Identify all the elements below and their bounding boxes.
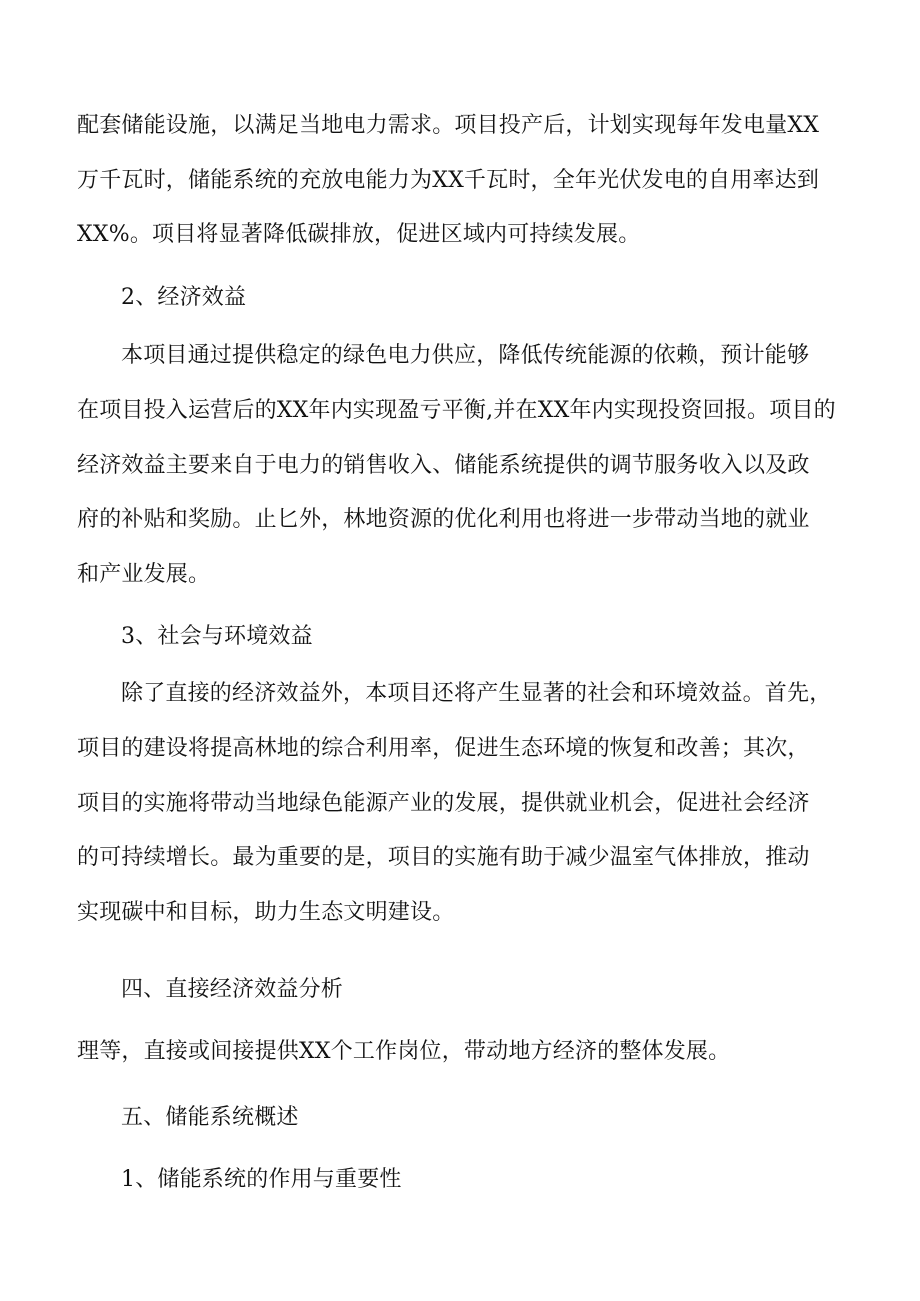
paragraph-line: 项目的实施将带动当地绿色能源产业的发展，提供就业机会，促进社会经济: [77, 791, 810, 816]
paragraph-line: 理等，直接或间接提供XX个工作岗位，带动地方经济的整体发展。: [77, 1039, 731, 1064]
paragraph-line: 万千瓦时，储能系统的充放电能力为XX千瓦时，全年光伏发电的自用率达到: [77, 168, 820, 193]
paragraph-line: 的可持续增长。最为重要的是，项目的实施有助于减少温室气体排放，推动: [77, 845, 810, 870]
paragraph-line: 本项目通过提供稳定的绿色电力供应，降低传统能源的依赖，预计能够: [121, 343, 810, 368]
section-heading-economic: 2、经济效益: [121, 285, 247, 310]
chapter-heading-storage: 五、储能系统概述: [121, 1105, 299, 1130]
paragraph-line: 实现碳中和目标，助力生态文明建设。: [77, 900, 455, 925]
paragraph-line: 在项目投入运营后的XX年内实现盈亏平衡,并在XX年内实现投资回报。项目的: [77, 398, 836, 423]
section-heading-storage-role: 1、储能系统的作用与重要性: [121, 1167, 402, 1192]
paragraph-line: XX%。项目将显著降低碳排放，促进区域内可持续发展。: [77, 222, 641, 247]
paragraph-line: 除了直接的经济效益外，本项目还将产生显著的社会和环境效益。首先，: [121, 681, 832, 706]
paragraph-line: 经济效益主要来自于电力的销售收入、储能系统提供的调节服务收入以及政: [77, 453, 810, 478]
paragraph-line: 项目的建设将提高林地的综合利用率，促进生态环境的恢复和改善；其次，: [77, 736, 810, 761]
paragraph-line: 配套储能设施，以满足当地电力需求。项目投产后，计划实现每年发电量XX: [77, 113, 820, 138]
chapter-heading-direct-economic: 四、直接经济效益分析: [121, 977, 344, 1002]
section-heading-social: 3、社会与环境效益: [121, 624, 313, 649]
paragraph-line: 和产业发展。: [77, 562, 211, 587]
paragraph-line: 府的补贴和奖励。止匕外，林地资源的优化利用也将进一步带动当地的就业: [77, 507, 810, 532]
